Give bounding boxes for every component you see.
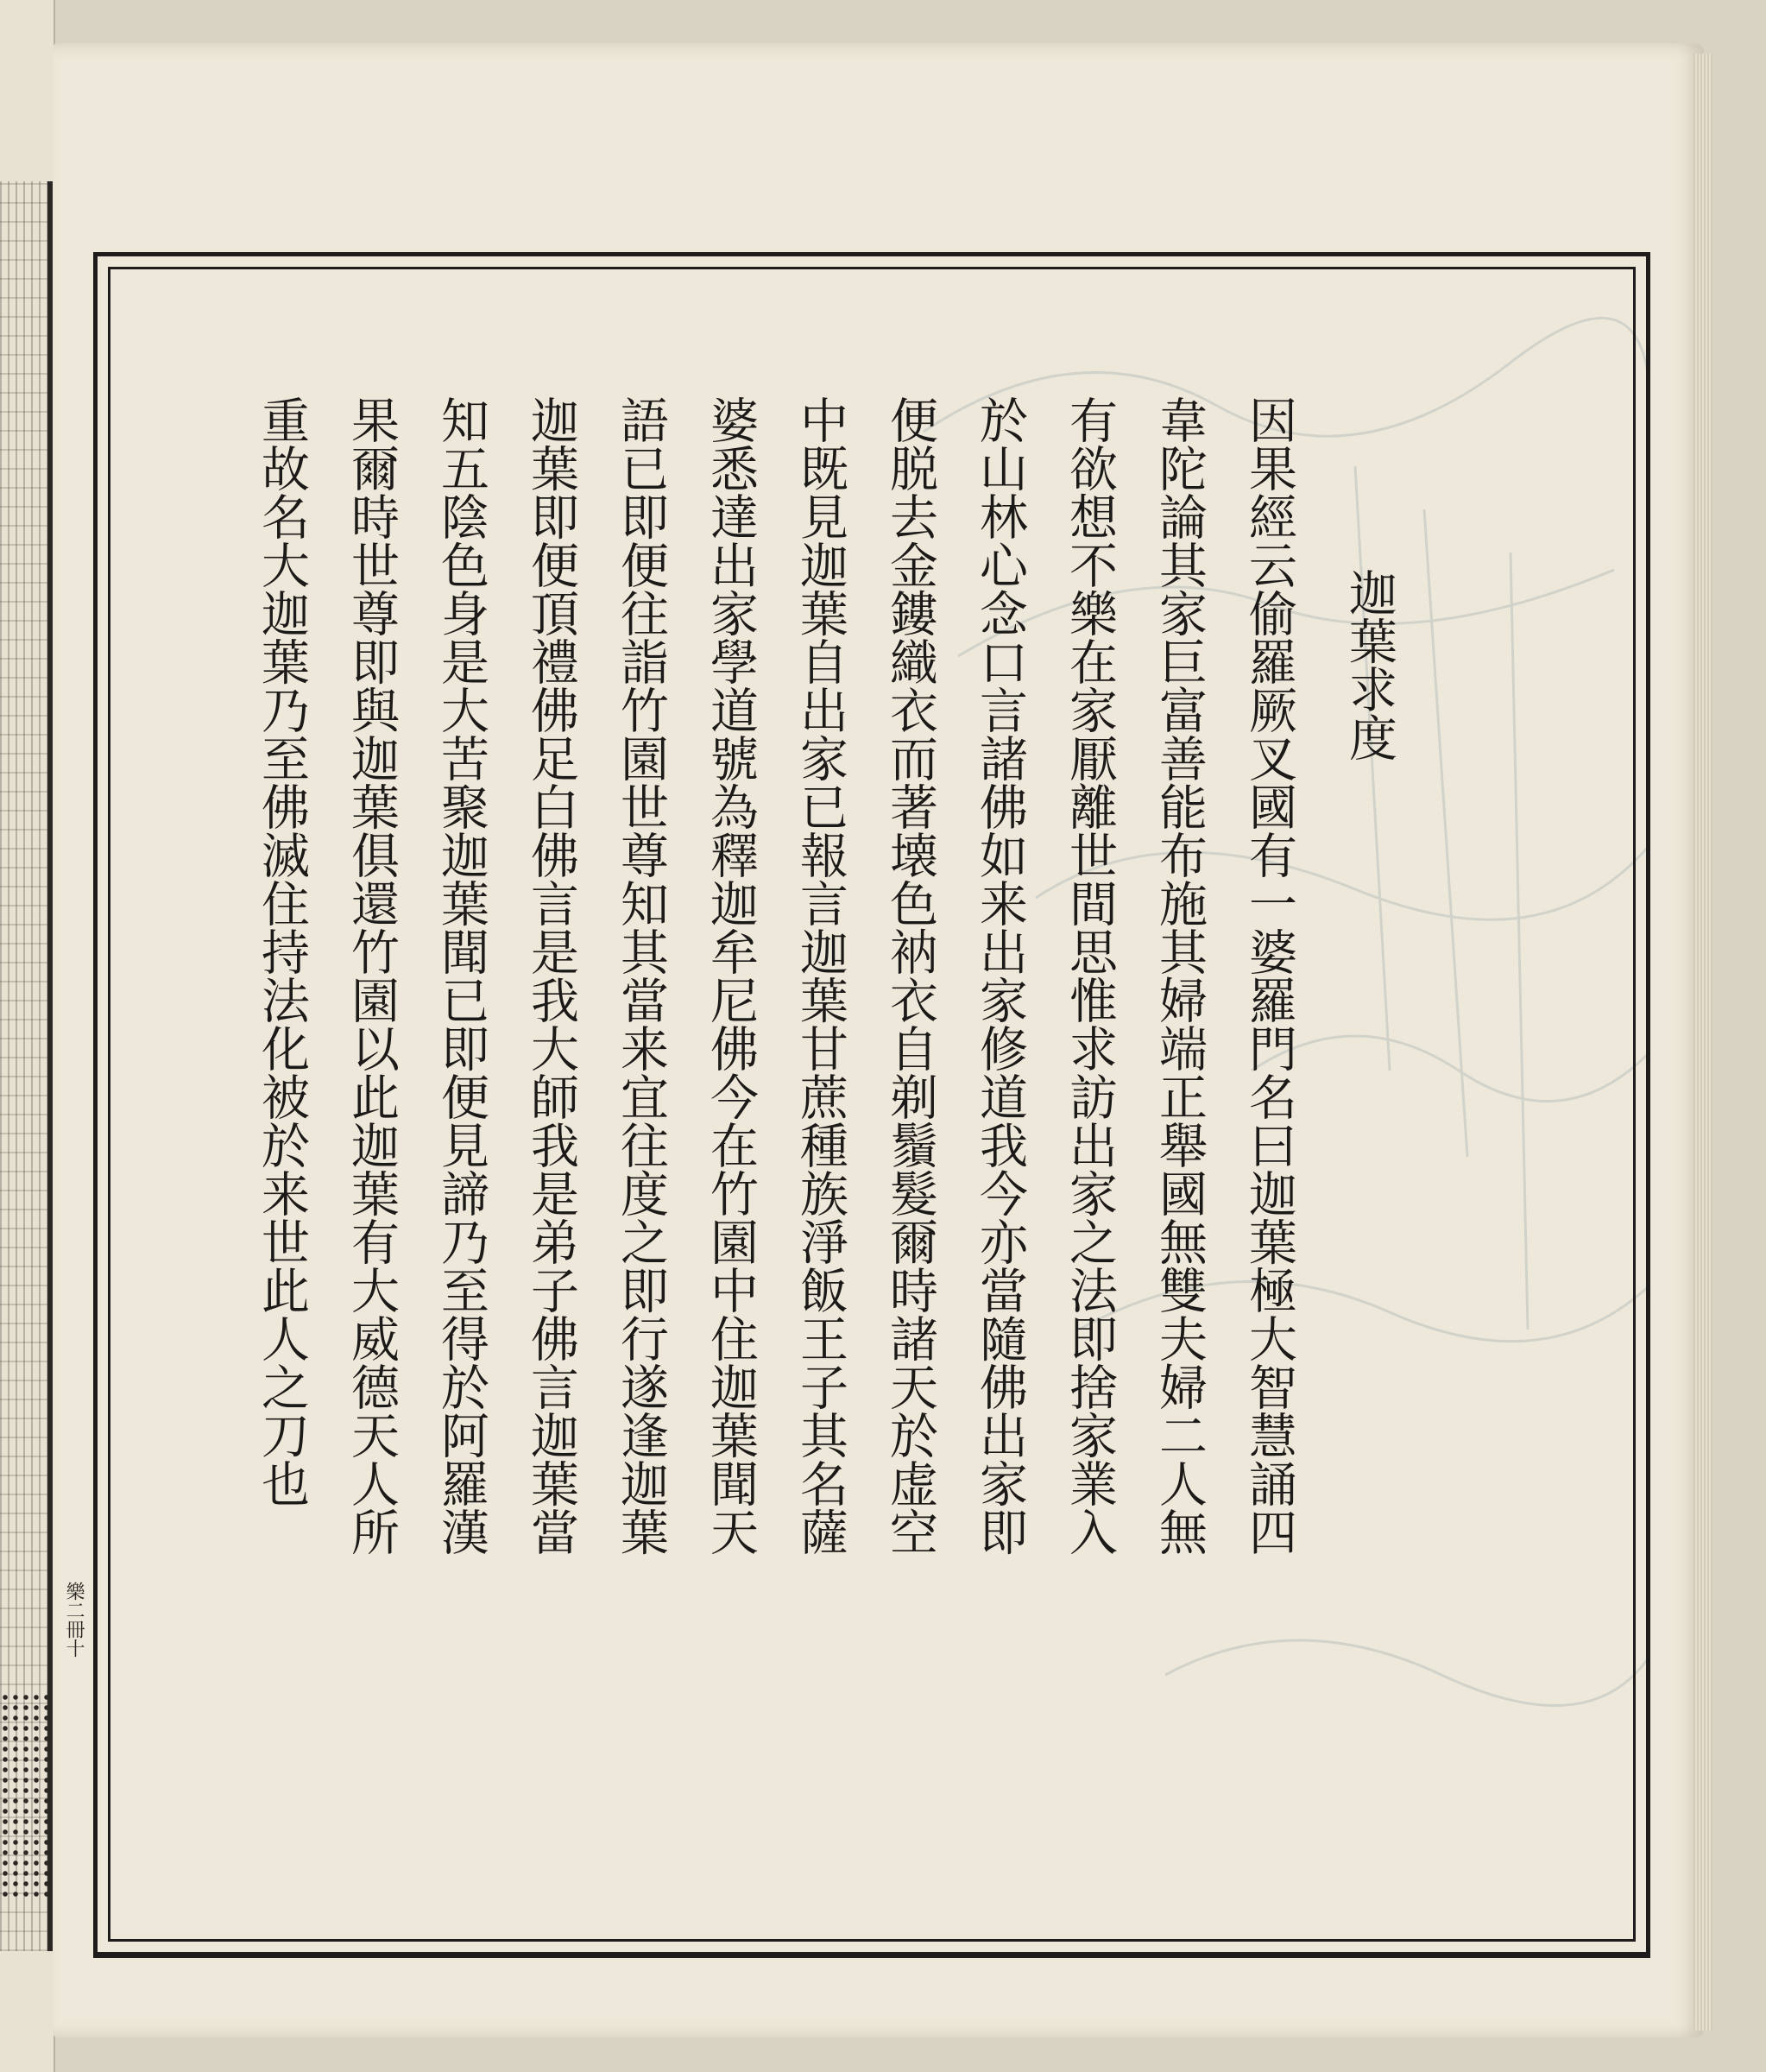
text-column-2: 韋陀論其家巨富善能布施其婦端正舉國無雙夫婦二人無 [1151,395,1208,1556]
text-column-5: 便脱去金鏤織衣而著壊色衲衣自剃鬚髮爾時諸天於虚空 [882,395,938,1556]
text-column-11: 果爾時世尊即與迦葉俱還竹園以此迦葉有大威德天人所 [344,395,400,1556]
text-column-12: 重故名大迦葉乃至佛滅住持法化被於来世此人之刀也 [254,395,310,1507]
text-column-6: 中既見迦葉自出家已報言迦葉甘蔗種族淨飯王子其名薩 [792,395,848,1556]
text-column-10: 知五陰色身是大苦聚迦葉聞已即便見諦乃至得於阿羅漢 [433,395,489,1556]
text-frame [93,252,1650,1958]
text-column-7: 婆悉達出家學道號為釋迦牟尼佛今在竹園中住迦葉聞天 [703,395,759,1556]
title: 迦葉求度 [1341,568,1397,761]
facing-page [0,0,55,2072]
facing-page-illustration [0,181,53,1951]
inner-frame-rule [108,267,1636,1942]
text-column-3: 有欲想不樂在家厭離世間思惟求訪出家之法即捨家業入 [1062,395,1118,1556]
text-column-1: 因果經云偷羅厥叉國有一婆羅門名曰迦葉極大智慧誦四 [1241,395,1297,1556]
text-column-8: 語已即便往詣竹園世尊知其當来宜往度之即行遂逢迦葉 [613,395,669,1556]
facing-page-pattern [0,1692,47,1899]
text-column-4: 於山林心念口言諸佛如来出家修道我今亦當隨佛出家即 [972,395,1028,1556]
page-edge [1693,54,1712,2031]
margin-volume-label: 樂二冊十 [63,1582,85,1658]
text-column-9: 迦葉即便頂禮佛足白佛言是我大師我是弟子佛言迦葉當 [523,395,579,1556]
